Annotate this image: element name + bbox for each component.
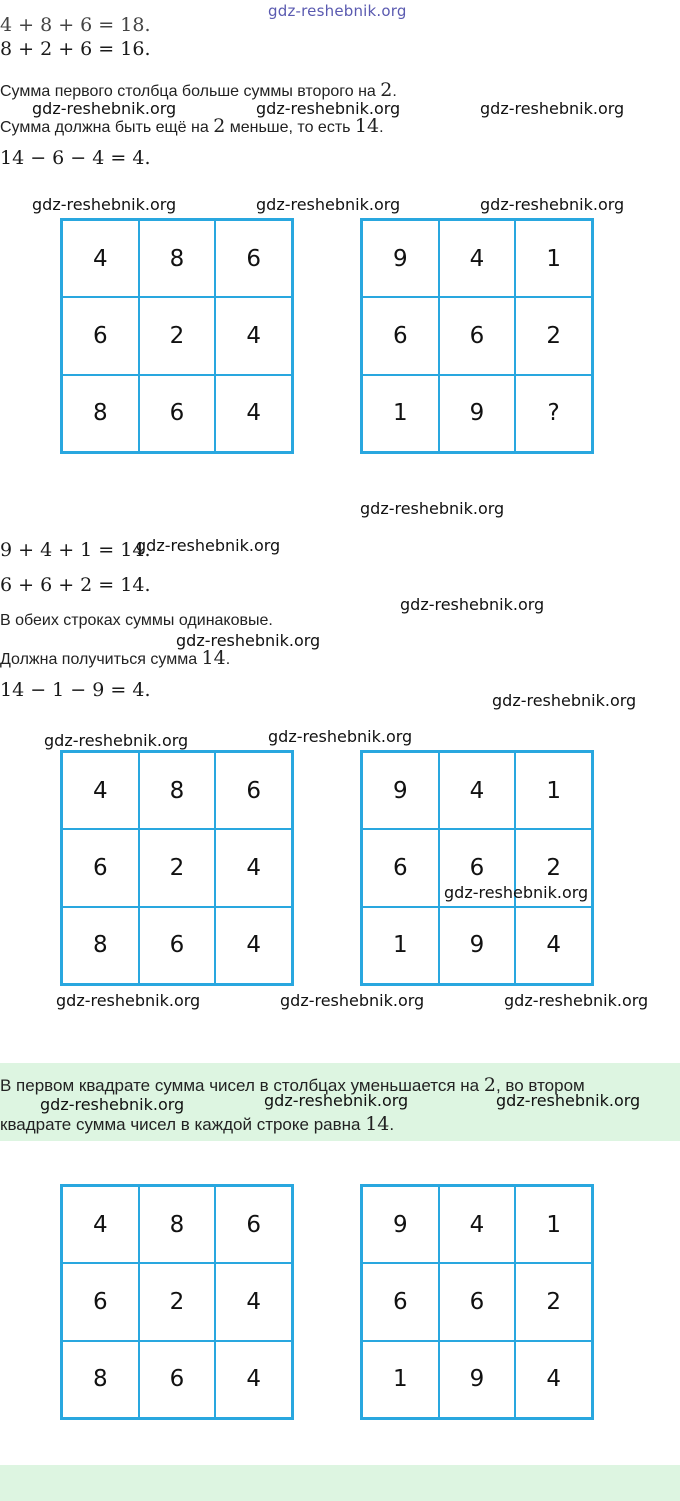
- watermark: gdz-reshebnik.org: [32, 195, 177, 214]
- grid-cell: 4: [214, 906, 293, 985]
- watermark: gdz-reshebnik.org: [480, 195, 625, 214]
- grid-left-1: [60, 218, 294, 454]
- grid-cell: 4: [214, 1262, 293, 1341]
- watermark: gdz-reshebnik.org: [176, 631, 321, 650]
- grid-cell: 1: [361, 374, 440, 453]
- equation-row1-sum: 9 + 4 + 1 = 14.: [0, 539, 151, 561]
- grid-cell: 4: [61, 751, 140, 830]
- grid-cell: 6: [361, 296, 440, 375]
- equation-column2-sum: 8 + 2 + 6 = 16.: [0, 38, 151, 60]
- watermark: gdz-reshebnik.org: [444, 883, 589, 902]
- grid-cell: 6: [214, 219, 293, 298]
- grid-cell: 6: [438, 296, 517, 375]
- number-2: 2: [380, 79, 393, 101]
- grid-cell: 6: [61, 296, 140, 375]
- grid-cell: 8: [61, 1340, 140, 1419]
- grid-cell: 9: [361, 219, 440, 298]
- grid-cell: 8: [138, 751, 217, 830]
- watermark: gdz-reshebnik.org: [496, 1091, 641, 1110]
- grid-cell: 4: [61, 219, 140, 298]
- grid-cell: 6: [214, 751, 293, 830]
- text-part: В первом квадрате сумма чисел в столбцах уменьшается на: [0, 1076, 484, 1095]
- text-sum-should-be: [0, 115, 384, 137]
- grid-cell: 4: [214, 1340, 293, 1419]
- answer-line-2: [0, 1113, 394, 1135]
- equation-row2-sum: 6 + 6 + 2 = 14.: [0, 574, 151, 596]
- grid-cell: 6: [438, 828, 517, 907]
- watermark: gdz-reshebnik.org: [264, 1091, 409, 1110]
- grid-cell: 6: [138, 906, 217, 985]
- grid-cell: 6: [361, 828, 440, 907]
- grid-cell: 9: [361, 751, 440, 830]
- equation-answer-2: 14 − 1 − 9 = 4.: [0, 679, 151, 701]
- grid-cell: 6: [214, 1185, 293, 1264]
- grid-cell: 4: [514, 906, 593, 985]
- text-part: Сумма должна быть ещё на: [0, 119, 214, 136]
- number-2: 2: [213, 115, 226, 137]
- watermark: gdz-reshebnik.org: [492, 691, 637, 710]
- grid-right-solved-2: [360, 1184, 594, 1420]
- text-rows-equal: В обеих строках суммы одинаковые.: [0, 612, 273, 629]
- grid-cell: 4: [438, 751, 517, 830]
- grid-cell: 2: [514, 296, 593, 375]
- watermark: gdz-reshebnik.org: [280, 991, 425, 1010]
- grid-right-solved-1: [360, 750, 594, 986]
- grid-right-question: [360, 218, 594, 454]
- text-part: квадрате сумма чисел в каждой строке равна: [0, 1115, 366, 1134]
- grid-cell: 2: [138, 1262, 217, 1341]
- watermark: gdz-reshebnik.org: [256, 195, 401, 214]
- grid-cell: 6: [138, 1340, 217, 1419]
- grid-cell: 4: [438, 1185, 517, 1264]
- watermark: gdz-reshebnik.org: [400, 595, 545, 614]
- text-part: Должна получиться сумма: [0, 651, 202, 668]
- grid-cell: 1: [514, 219, 593, 298]
- equation-answer-1: 14 − 6 − 4 = 4.: [0, 147, 151, 169]
- grid-cell: 4: [438, 219, 517, 298]
- watermark: gdz-reshebnik.org: [256, 99, 401, 118]
- grid-cell: 1: [514, 1185, 593, 1264]
- text-part: .: [389, 1115, 395, 1134]
- grid-cell: 1: [361, 906, 440, 985]
- grid-cell: ?: [514, 374, 593, 453]
- grid-cell: 8: [61, 374, 140, 453]
- text-part: , во втором: [495, 1076, 585, 1095]
- answer-box-bottom: [0, 1465, 680, 1501]
- grid-cell: 9: [361, 1185, 440, 1264]
- grid-cell: 8: [61, 906, 140, 985]
- watermark: gdz-reshebnik.org: [32, 99, 177, 118]
- grid-cell: 6: [61, 1262, 140, 1341]
- text-part: Сумма первого столбца больше суммы второго на: [0, 83, 381, 100]
- grid-left-3: [60, 1184, 294, 1420]
- text-part: меньше, то есть: [225, 119, 355, 136]
- number-14: 14: [201, 647, 226, 669]
- grid-cell: 6: [361, 1262, 440, 1341]
- grid-cell: 6: [438, 1262, 517, 1341]
- grid-cell: 4: [514, 1340, 593, 1419]
- text-sum-result: [0, 647, 230, 669]
- grid-cell: 6: [138, 374, 217, 453]
- text-part: .: [392, 83, 397, 100]
- number-14: 14: [354, 115, 380, 137]
- grid-cell: 2: [514, 1262, 593, 1341]
- text-column-difference: [0, 79, 397, 101]
- watermark: gdz-reshebnik.org: [136, 536, 281, 555]
- watermark: gdz-reshebnik.org: [40, 1095, 185, 1114]
- watermark: gdz-reshebnik.org: [268, 727, 413, 746]
- text-part: .: [379, 119, 384, 136]
- watermark: gdz-reshebnik.org: [56, 991, 201, 1010]
- grid-cell: 8: [138, 1185, 217, 1264]
- grid-cell: 4: [214, 828, 293, 907]
- grid-cell: 6: [61, 828, 140, 907]
- watermark: gdz-reshebnik.org: [44, 731, 189, 750]
- grid-cell: 1: [514, 751, 593, 830]
- text-part: .: [225, 651, 231, 668]
- grid-cell: 2: [138, 828, 217, 907]
- grid-left-2: [60, 750, 294, 986]
- grid-cell: 2: [138, 296, 217, 375]
- grid-cell: 9: [438, 374, 517, 453]
- grid-cell: 4: [214, 374, 293, 453]
- grid-cell: 9: [438, 1340, 517, 1419]
- grid-cell: 4: [214, 296, 293, 375]
- watermark: gdz-reshebnik.org: [480, 99, 625, 118]
- previous-equation-fragment: 4 + 8 + 6 = 18.: [0, 14, 151, 36]
- cut-previous-line: [0, 14, 151, 36]
- grid-cell: 2: [514, 828, 593, 907]
- number-14: 14: [365, 1113, 390, 1135]
- grid-cell: 9: [438, 906, 517, 985]
- number-2: 2: [483, 1074, 496, 1096]
- grid-cell: 1: [361, 1340, 440, 1419]
- watermark: gdz-reshebnik.org: [504, 991, 649, 1010]
- grid-cell: 8: [138, 219, 217, 298]
- watermark-top: gdz-reshebnik.org: [268, 2, 407, 20]
- watermark: gdz-reshebnik.org: [360, 499, 505, 518]
- grid-cell: 4: [61, 1185, 140, 1264]
